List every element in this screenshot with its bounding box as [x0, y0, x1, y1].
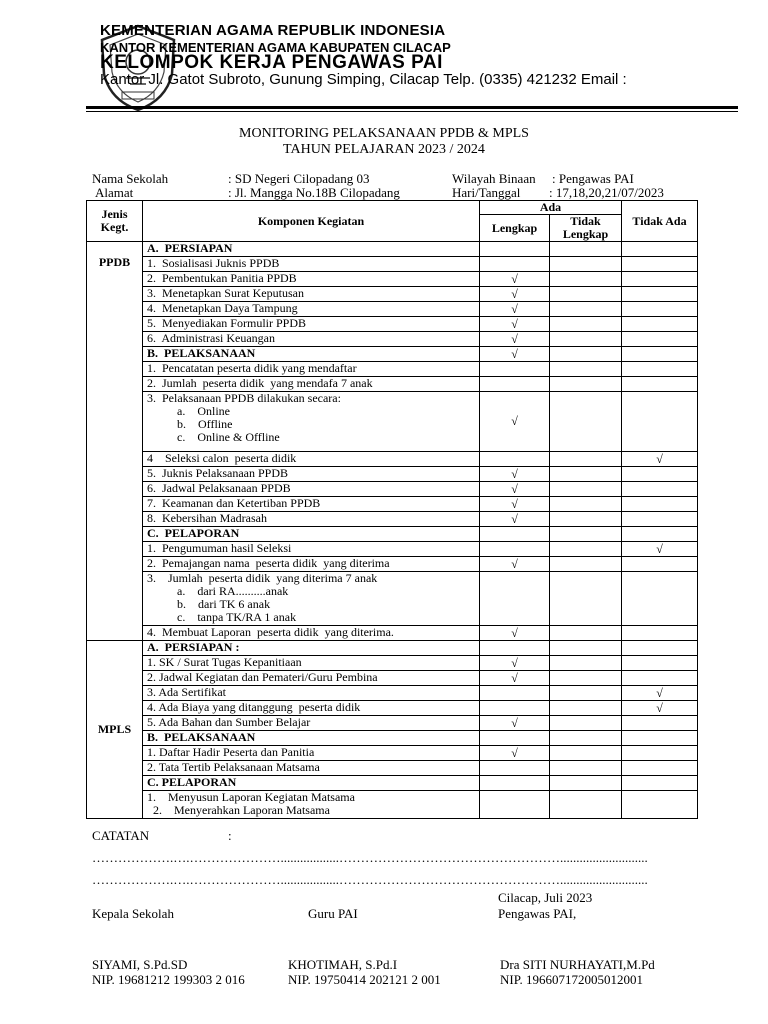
- monitoring-table: [86, 200, 698, 819]
- tidak-lengkap-cell: [550, 512, 622, 527]
- hari-tanggal-label: Hari/Tanggal: [452, 185, 521, 200]
- lengkap-cell: [480, 347, 550, 362]
- tidak-ada-cell: [622, 716, 698, 731]
- section-heading: C. PELAPORAN: [147, 775, 237, 789]
- lengkap-cell: [480, 731, 550, 746]
- component-item: 3. Ada Sertifikat: [147, 685, 226, 699]
- table-row: [87, 287, 698, 302]
- pengawas-label: Pengawas PAI,: [498, 906, 577, 921]
- component-cell: [143, 626, 480, 641]
- tidak-lengkap-cell: [550, 542, 622, 557]
- component-item: 1. Pengumuman hasil Seleksi: [147, 541, 292, 555]
- tidak-ada-cell: [622, 242, 698, 257]
- component-subitem: 2. Menyerahkan Laporan Matsama: [153, 803, 330, 817]
- tidak-lengkap-cell: [550, 572, 622, 626]
- component-item: 1. SK / Surat Tugas Kepanitiaan: [147, 655, 302, 669]
- tidak-lengkap-cell: [550, 791, 622, 819]
- component-item: 7. Keamanan dan Ketertiban PPDB: [147, 496, 321, 510]
- tidak-ada-cell: [622, 626, 698, 641]
- component-cell: [143, 257, 480, 272]
- table-row: [87, 731, 698, 746]
- lengkap-cell: [480, 716, 550, 731]
- tidak-lengkap-cell: [550, 302, 622, 317]
- lengkap-cell: [480, 242, 550, 257]
- document-subtitle: TAHUN PELAJARAN 2023 / 2024: [283, 142, 485, 157]
- tidak-lengkap-cell: [550, 347, 622, 362]
- wilayah-value: : Pengawas PAI: [552, 171, 634, 186]
- tidak-lengkap-cell: [550, 497, 622, 512]
- table-row: [87, 317, 698, 332]
- lengkap-cell: [480, 377, 550, 392]
- tidak-lengkap-cell: [550, 716, 622, 731]
- component-item: 5. Menyediakan Formulir PPDB: [147, 316, 306, 330]
- component-item: 4. Membuat Laporan peserta didik yang diterima.: [147, 625, 394, 639]
- tidak-ada-cell: [622, 332, 698, 347]
- letterhead-line3: KELOMPOK KERJA PENGAWAS PAI: [100, 52, 443, 73]
- component-cell: [143, 287, 480, 302]
- check-mark-icon: √: [511, 346, 518, 361]
- table-row: [87, 527, 698, 542]
- lengkap-cell: [480, 791, 550, 819]
- letterhead-rule-thin: [86, 111, 738, 112]
- table-row: [87, 347, 698, 362]
- letterhead-rule-thick: [86, 106, 738, 109]
- check-mark-icon: √: [511, 496, 518, 511]
- component-subitem: b. Offline: [177, 417, 233, 431]
- component-item: 5. Ada Bahan dan Sumber Belajar: [147, 715, 311, 729]
- component-cell: [143, 452, 480, 467]
- lengkap-cell: [480, 557, 550, 572]
- tidak-lengkap-cell: [550, 482, 622, 497]
- lengkap-cell: [480, 686, 550, 701]
- tidak-lengkap-cell: [550, 656, 622, 671]
- check-mark-icon: √: [656, 685, 663, 700]
- check-mark-icon: √: [511, 301, 518, 316]
- tidak-ada-cell: [622, 527, 698, 542]
- guru-pai-name: KHOTIMAH, S.Pd.I: [288, 957, 398, 972]
- component-item: 1. Sosialisasi Juknis PPDB: [147, 256, 280, 270]
- tidak-ada-cell: [622, 746, 698, 761]
- check-mark-icon: √: [511, 481, 518, 496]
- component-item: 2. Jadwal Kegiatan dan Pemateri/Guru Pembina: [147, 670, 378, 684]
- component-cell: [143, 671, 480, 686]
- component-cell: [143, 347, 480, 362]
- table-row: [87, 542, 698, 557]
- lengkap-cell: [480, 257, 550, 272]
- table-row: [87, 242, 698, 257]
- component-cell: [143, 527, 480, 542]
- lengkap-cell: [480, 467, 550, 482]
- component-cell: [143, 716, 480, 731]
- header-tidak-ada: Tidak Ada: [622, 201, 698, 242]
- section-heading: A. PERSIAPAN :: [147, 640, 240, 654]
- tidak-lengkap-cell: [550, 671, 622, 686]
- component-cell: [143, 557, 480, 572]
- tidak-ada-cell: [622, 542, 698, 557]
- component-item: 4. Menetapkan Daya Tampung: [147, 301, 298, 315]
- table-row: [87, 716, 698, 731]
- section-heading: A. PERSIAPAN: [147, 241, 233, 255]
- table-row: [87, 626, 698, 641]
- alamat-value: : Jl. Mangga No.18B Cilopadang: [228, 185, 400, 200]
- table-row: [87, 701, 698, 716]
- table-row: [87, 272, 698, 287]
- tidak-lengkap-cell: [550, 392, 622, 452]
- tidak-lengkap-cell: [550, 272, 622, 287]
- table-row: [87, 257, 698, 272]
- component-cell: [143, 317, 480, 332]
- component-subitem: c. Online & Offline: [177, 430, 280, 444]
- tidak-lengkap-cell: [550, 746, 622, 761]
- component-item: 6. Jadwal Pelaksanaan PPDB: [147, 481, 291, 495]
- table-row: [87, 467, 698, 482]
- table-row: [87, 452, 698, 467]
- catatan-dots-2: ……………….….…………………..................……………………………………………...........................: [92, 872, 648, 887]
- check-mark-icon: √: [656, 541, 663, 556]
- component-cell: [143, 542, 480, 557]
- lengkap-cell: [480, 302, 550, 317]
- check-mark-icon: √: [511, 625, 518, 640]
- component-item: 3. Jumlah peserta didik yang diterima 7 anak: [147, 571, 378, 585]
- component-cell: [143, 701, 480, 716]
- component-item: 3. Menetapkan Surat Keputusan: [147, 286, 304, 300]
- section-heading: B. PELAKSANAAN: [147, 346, 256, 360]
- tidak-ada-cell: [622, 362, 698, 377]
- tidak-lengkap-cell: [550, 287, 622, 302]
- component-cell: [143, 791, 480, 819]
- table-row: [87, 482, 698, 497]
- tidak-ada-cell: [622, 257, 698, 272]
- component-item: 2. Pembentukan Panitia PPDB: [147, 271, 297, 285]
- tidak-lengkap-cell: [550, 317, 622, 332]
- document-title: MONITORING PELAKSANAAN PPDB & MPLS: [239, 126, 529, 141]
- component-cell: [143, 497, 480, 512]
- check-mark-icon: √: [511, 466, 518, 481]
- component-item: 3. Pelaksanaan PPDB dilakukan secara:: [147, 391, 341, 405]
- nama-sekolah-label: Nama Sekolah: [92, 171, 169, 186]
- tidak-ada-cell: [622, 482, 698, 497]
- component-cell: [143, 467, 480, 482]
- tidak-ada-cell: [622, 572, 698, 626]
- check-mark-icon: √: [511, 511, 518, 526]
- component-item: 2. Pemajangan nama peserta didik yang diterima: [147, 556, 390, 570]
- table-row: [87, 557, 698, 572]
- tidak-lengkap-cell: [550, 731, 622, 746]
- component-subitem: c. tanpa TK/RA 1 anak: [177, 610, 297, 624]
- section-heading: B. PELAKSANAAN: [147, 730, 256, 744]
- kepala-sekolah-nip: NIP. 19681212 199303 2 016: [92, 972, 245, 987]
- header-ada: Ada: [480, 201, 622, 215]
- tidak-ada-cell: [622, 701, 698, 716]
- table-row: [87, 332, 698, 347]
- alamat-label: Alamat: [95, 185, 134, 200]
- table-row: [87, 392, 698, 452]
- check-mark-icon: √: [511, 414, 518, 428]
- table-row: [87, 572, 698, 626]
- component-item: 6. Administrasi Keuangan: [147, 331, 275, 345]
- header-tidak-lengkap: Tidak Lengkap: [550, 215, 622, 242]
- header-komponen: Komponen Kegiatan: [143, 201, 480, 242]
- table-row: [87, 776, 698, 791]
- check-mark-icon: √: [511, 271, 518, 286]
- table-row: [87, 791, 698, 819]
- component-cell: [143, 377, 480, 392]
- component-cell: [143, 392, 480, 452]
- component-cell: [143, 731, 480, 746]
- lengkap-cell: [480, 701, 550, 716]
- tidak-ada-cell: [622, 452, 698, 467]
- tidak-ada-cell: [622, 671, 698, 686]
- tidak-ada-cell: [622, 776, 698, 791]
- section-heading: C. PELAPORAN: [147, 526, 240, 540]
- tidak-lengkap-cell: [550, 626, 622, 641]
- component-cell: [143, 272, 480, 287]
- tidak-ada-cell: [622, 392, 698, 452]
- tidak-ada-cell: [622, 512, 698, 527]
- check-mark-icon: √: [511, 286, 518, 301]
- tidak-lengkap-cell: [550, 362, 622, 377]
- component-item: 5. Juknis Pelaksanaan PPDB: [147, 466, 288, 480]
- component-cell: [143, 362, 480, 377]
- tidak-lengkap-cell: [550, 761, 622, 776]
- wilayah-label: Wilayah Binaan: [452, 171, 536, 186]
- lengkap-cell: [480, 626, 550, 641]
- place-date: Cilacap, Juli 2023: [498, 890, 593, 905]
- component-item: 2. Tata Tertib Pelaksanaan Matsama: [147, 760, 320, 774]
- lengkap-cell: [480, 527, 550, 542]
- tidak-ada-cell: [622, 317, 698, 332]
- lengkap-cell: [480, 671, 550, 686]
- lengkap-cell: [480, 656, 550, 671]
- component-cell: [143, 746, 480, 761]
- lengkap-cell: [480, 542, 550, 557]
- tidak-ada-cell: [622, 347, 698, 362]
- table-row: [87, 641, 698, 656]
- component-cell: [143, 641, 480, 656]
- tidak-ada-cell: [622, 497, 698, 512]
- component-cell: [143, 686, 480, 701]
- table-row: [87, 761, 698, 776]
- hari-tanggal-value: : 17,18,20,21/07/2023: [549, 185, 664, 200]
- tidak-lengkap-cell: [550, 527, 622, 542]
- check-mark-icon: √: [511, 670, 518, 685]
- table-row: [87, 671, 698, 686]
- table-row: [87, 497, 698, 512]
- tidak-ada-cell: [622, 791, 698, 819]
- check-mark-icon: √: [511, 745, 518, 760]
- component-cell: [143, 332, 480, 347]
- lengkap-cell: [480, 362, 550, 377]
- tidak-ada-cell: [622, 467, 698, 482]
- pengawas-name: Dra SITI NURHAYATI,M.Pd: [500, 957, 655, 972]
- tidak-ada-cell: [622, 641, 698, 656]
- tidak-lengkap-cell: [550, 467, 622, 482]
- tidak-ada-cell: [622, 761, 698, 776]
- lengkap-cell: [480, 776, 550, 791]
- tidak-ada-cell: [622, 272, 698, 287]
- table-row: [87, 362, 698, 377]
- letterhead-line4: Kantor Jl. Gatot Subroto, Gunung Simping, Cilacap Telp. (0335) 421232 Email :: [100, 71, 627, 88]
- kepala-sekolah-label: Kepala Sekolah: [92, 906, 174, 921]
- tidak-ada-cell: [622, 302, 698, 317]
- check-mark-icon: √: [511, 331, 518, 346]
- component-item: 1. Pencatatan peserta didik yang mendaftar: [147, 361, 357, 375]
- table-row: [87, 377, 698, 392]
- header-lengkap: Lengkap: [480, 215, 550, 242]
- jenis-mpls: MPLS: [87, 641, 143, 819]
- catatan-label: CATATAN: [92, 828, 150, 843]
- tidak-ada-cell: [622, 686, 698, 701]
- component-item: 2. Jumlah peserta didik yang mendafa 7 anak: [147, 376, 373, 390]
- lengkap-cell: [480, 497, 550, 512]
- tidak-ada-cell: [622, 731, 698, 746]
- catatan-dots-1: ……………….….…………………..................……………………………………………...........................: [92, 850, 648, 865]
- monitoring-table-body: [87, 242, 698, 819]
- tidak-lengkap-cell: [550, 257, 622, 272]
- lengkap-cell: [480, 641, 550, 656]
- tidak-lengkap-cell: [550, 641, 622, 656]
- tidak-ada-cell: [622, 557, 698, 572]
- table-row: [87, 746, 698, 761]
- tidak-lengkap-cell: [550, 452, 622, 467]
- component-subitem: a. Online: [177, 404, 230, 418]
- check-mark-icon: √: [511, 316, 518, 331]
- lengkap-cell: [480, 746, 550, 761]
- tidak-lengkap-cell: [550, 701, 622, 716]
- tidak-lengkap-cell: [550, 557, 622, 572]
- tidak-lengkap-cell: [550, 776, 622, 791]
- table-row: [87, 656, 698, 671]
- lengkap-cell: [480, 482, 550, 497]
- component-item: 1. Daftar Hadir Peserta dan Panitia: [147, 745, 315, 759]
- table-row: [87, 512, 698, 527]
- component-item: 1. Menyusun Laporan Kegiatan Matsama: [147, 790, 355, 804]
- tidak-lengkap-cell: [550, 332, 622, 347]
- component-cell: [143, 242, 480, 257]
- component-subitem: b. dari TK 6 anak: [177, 597, 271, 611]
- tidak-ada-cell: [622, 656, 698, 671]
- catatan-colon: :: [228, 828, 232, 843]
- lengkap-cell: [480, 287, 550, 302]
- nama-sekolah-value: : SD Negeri Cilopadang 03: [228, 171, 370, 186]
- pengawas-nip: NIP. 196607172005012001: [500, 972, 644, 987]
- letterhead-line1: KEMENTERIAN AGAMA REPUBLIK INDONESIA: [100, 22, 446, 39]
- tidak-ada-cell: [622, 377, 698, 392]
- guru-pai-nip: NIP. 19750414 202121 2 001: [288, 972, 441, 987]
- check-mark-icon: √: [511, 715, 518, 730]
- tidak-ada-cell: [622, 287, 698, 302]
- check-mark-icon: √: [511, 655, 518, 670]
- check-mark-icon: √: [656, 700, 663, 715]
- component-cell: [143, 482, 480, 497]
- component-cell: [143, 761, 480, 776]
- lengkap-cell: [480, 512, 550, 527]
- tidak-lengkap-cell: [550, 686, 622, 701]
- component-cell: [143, 776, 480, 791]
- component-cell: [143, 302, 480, 317]
- lengkap-cell: [480, 317, 550, 332]
- component-cell: [143, 656, 480, 671]
- guru-pai-label: Guru PAI: [308, 906, 358, 921]
- check-mark-icon: √: [511, 556, 518, 571]
- lengkap-cell: [480, 332, 550, 347]
- lengkap-cell: [480, 452, 550, 467]
- tidak-lengkap-cell: [550, 242, 622, 257]
- kepala-sekolah-name: SIYAMI, S.Pd.SD: [92, 957, 188, 972]
- component-item: 8. Kebersihan Madrasah: [147, 511, 267, 525]
- component-subitem: a. dari RA..........anak: [177, 584, 289, 598]
- component-cell: [143, 572, 480, 626]
- header-jenis: Jenis Kegt.: [87, 201, 143, 242]
- lengkap-cell: [480, 572, 550, 626]
- component-cell: [143, 512, 480, 527]
- table-row: [87, 302, 698, 317]
- jenis-ppdb: PPDB: [87, 242, 143, 641]
- check-mark-icon: √: [656, 451, 663, 466]
- table-row: [87, 686, 698, 701]
- letterhead-line2: KANTOR KEMENTERIAN AGAMA KABUPATEN CILACAP: [100, 40, 451, 55]
- component-item: 4 Seleksi calon peserta didik: [147, 451, 297, 465]
- tidak-lengkap-cell: [550, 377, 622, 392]
- component-item: 4. Ada Biaya yang ditanggung peserta didik: [147, 700, 361, 714]
- lengkap-cell: [480, 272, 550, 287]
- lengkap-cell: [480, 392, 550, 452]
- lengkap-cell: [480, 761, 550, 776]
